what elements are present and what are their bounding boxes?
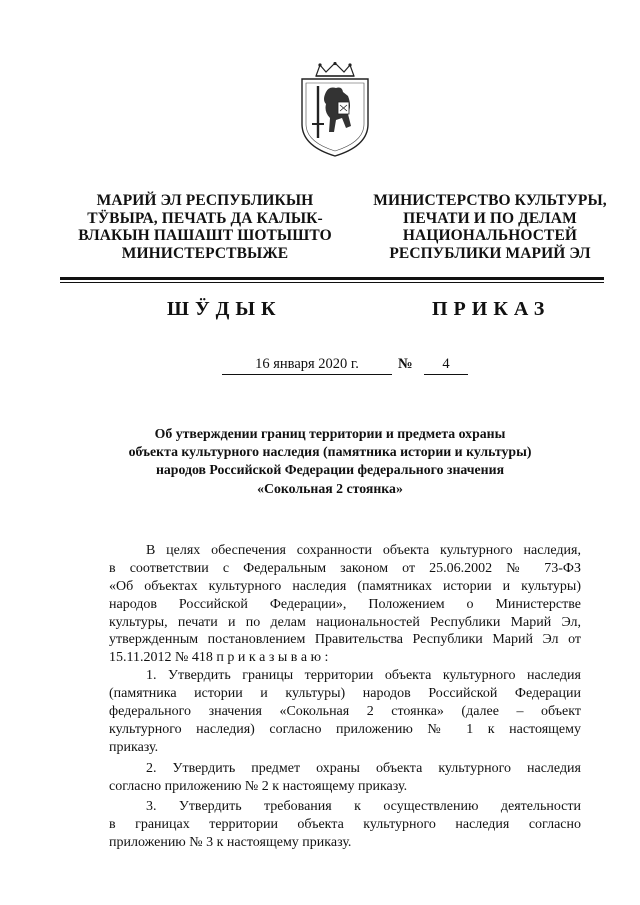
body-line: народов Российской Федерации», Положением о Министерстве [109,596,581,612]
header-divider-thick [60,277,604,280]
header-right [350,192,630,262]
order-title-line: народов Российской Федерации федерального значения [155,462,505,478]
body-line: «Об объектах культурного наследия (памятниках истории и культуры) [109,578,581,594]
order-date: 16 января 2020 г. [222,356,392,375]
order-title-line: Об утверждении границ территории и предмета охраны [154,426,506,441]
order-title-line: «Сокольная 2 стоянка» [257,480,403,496]
doc-type-mari: ШӰДЫК [167,298,282,320]
order-number: 4 [424,356,468,375]
body-line: (памятника истории и культуры) народов Российской Федерации [109,686,581,702]
header-right-line: ПЕЧАТИ И ПО ДЕЛАМ [403,209,577,227]
paragraph-item-1 [109,667,581,756]
body-line: В целях обеспечения сохранности объекта культурного наследия, [146,543,581,558]
header-left-line: ТӰВЫРА, ПЕЧАТЬ ДА КАЛЫК- [87,209,323,227]
body-line: культуры, печати и по делам национальностей Республики Марий Эл, [109,614,581,630]
order-title-line: объекта культурного наследия (памятника истории и культуры) [128,444,532,460]
body-line: 2. Утвердить предмет охраны объекта культурного наследия [146,760,581,776]
body-line: согласно приложению № 2 к настоящему приказу. [109,778,408,794]
body-line: федерального значения «Сокольная 2 стоянка» (далее – объект [109,704,581,720]
order-number-label: № [398,356,413,372]
header-left-line: ВЛАКЫН ПАШАШТ ШОТЫШТО [78,227,332,244]
body-line: приложению № 3 к настоящему приказу. [109,835,352,851]
body-line: 15.11.2012 № 418 п р и к а з ы в а ю : [109,650,329,666]
header-left-line: МАРИЙ ЭЛ РЕСПУБЛИКЫН [96,192,314,209]
body-line: приказу. [109,739,159,755]
paragraph-preamble [109,542,581,667]
header-right-line: РЕСПУБЛИКИ МАРИЙ ЭЛ [389,244,591,262]
header-left [70,192,340,262]
header-right-line: НАЦИОНАЛЬНОСТЕЙ [402,227,578,244]
header-left-line: МИНИСТЕРСТВЫЖЕ [121,244,289,262]
body-line: культурного наследия) согласно приложению № 1 к настоящему [109,721,581,737]
order-title [100,425,560,498]
doc-type-russian: ПРИКАЗ [432,298,551,320]
body-line: в соответствии с Федеральным законом от 25.06.2002 № 73-ФЗ [109,560,581,576]
header-divider-thin [60,282,604,283]
header-right-line: МИНИСТЕРСТВО КУЛЬТУРЫ, [373,192,607,209]
body-line: в границах территории объекта культурного наследия согласно [109,817,581,833]
body-line: 3. Утвердить требования к осуществлению деятельности [146,799,581,815]
body-line: 1. Утвердить границы территории объекта культурного наследия [146,668,581,684]
mari-el-coat-of-arms-icon [296,62,374,158]
paragraph-item-3 [109,798,581,852]
paragraph-item-2 [109,760,581,796]
order-body [109,542,581,852]
body-line: утвержденным постановлением Правительства Республики Марий Эл от [109,632,581,648]
